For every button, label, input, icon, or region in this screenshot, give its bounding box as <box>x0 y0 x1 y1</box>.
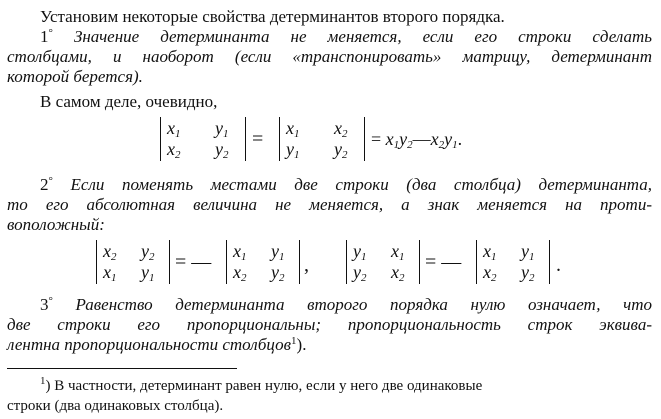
determinant-matrix: $y_1$ $x_1$ $y_2$ $x_2$ <box>346 240 420 284</box>
proof-1-text: В самом деле, очевидно, <box>40 92 218 111</box>
footnote-reference: 1 <box>291 335 297 347</box>
property-2-number: 2° <box>40 175 53 194</box>
comma: , <box>304 254 309 276</box>
property-1-number: 1° <box>40 27 53 46</box>
footnote-line-1: $^1$) В частности, детерминант равен нулю, если у него две одинаковые <box>40 375 483 394</box>
determinant-matrix: $x_1$ $x_2$ $y_1$ $y_2$ <box>279 117 365 161</box>
determinant-matrix: $x_1$ $y_1$ $x_2$ $y_2$ <box>160 117 246 161</box>
determinant-matrix: $x_1$ $y_1$ $x_2$ $y_2$ <box>476 240 550 284</box>
equals-sign: = <box>252 128 264 150</box>
footnote-divider <box>7 368 237 369</box>
intro-paragraph: Установим некоторые свойства детерминантов второго порядка. <box>40 7 505 26</box>
property-3-number: 3° <box>40 295 53 314</box>
property-3-line-3: лентна пропорциональности столбцов$^1$). <box>7 335 307 354</box>
property-3-line-2: две строки его пропорциональны; пропорциональность строк эквива- <box>7 315 652 334</box>
determinant-matrix: $x_2$ $y_2$ $x_1$ $y_1$ <box>96 240 170 284</box>
property-1-line-1: 1° Значение детерминанта не меняется, если его строки сделать <box>40 27 652 46</box>
equals-minus-sign: = — <box>425 251 462 273</box>
property-1-line-2: столбцами, и наоборот (если «транспонировать» матрицу, детерминант <box>7 47 652 66</box>
property-1-line-3: которой берется). <box>7 67 143 86</box>
footnote-mark: 1 <box>40 375 46 387</box>
footnote-line-2: строки (два одинаковых столбца). <box>7 398 224 414</box>
period: . <box>556 254 561 276</box>
property-2-line-1: 2° Если поменять местами две строки (два столбца) детерминанта, <box>40 175 653 194</box>
determinant-matrix: $x_1$ $y_1$ $x_2$ $y_2$ <box>226 240 300 284</box>
property-2-line-3: воположный: <box>7 215 105 234</box>
expansion-expression: = $x_1y_2—x_2y_1$. <box>371 129 463 151</box>
property-3-line-1: 3° Равенство детерминанта второго порядка нулю означает, что <box>40 295 653 314</box>
property-2-line-2: то его абсолютная величина не меняется, а знак меняется на проти- <box>7 195 652 214</box>
equals-minus-sign: = — <box>175 251 212 273</box>
